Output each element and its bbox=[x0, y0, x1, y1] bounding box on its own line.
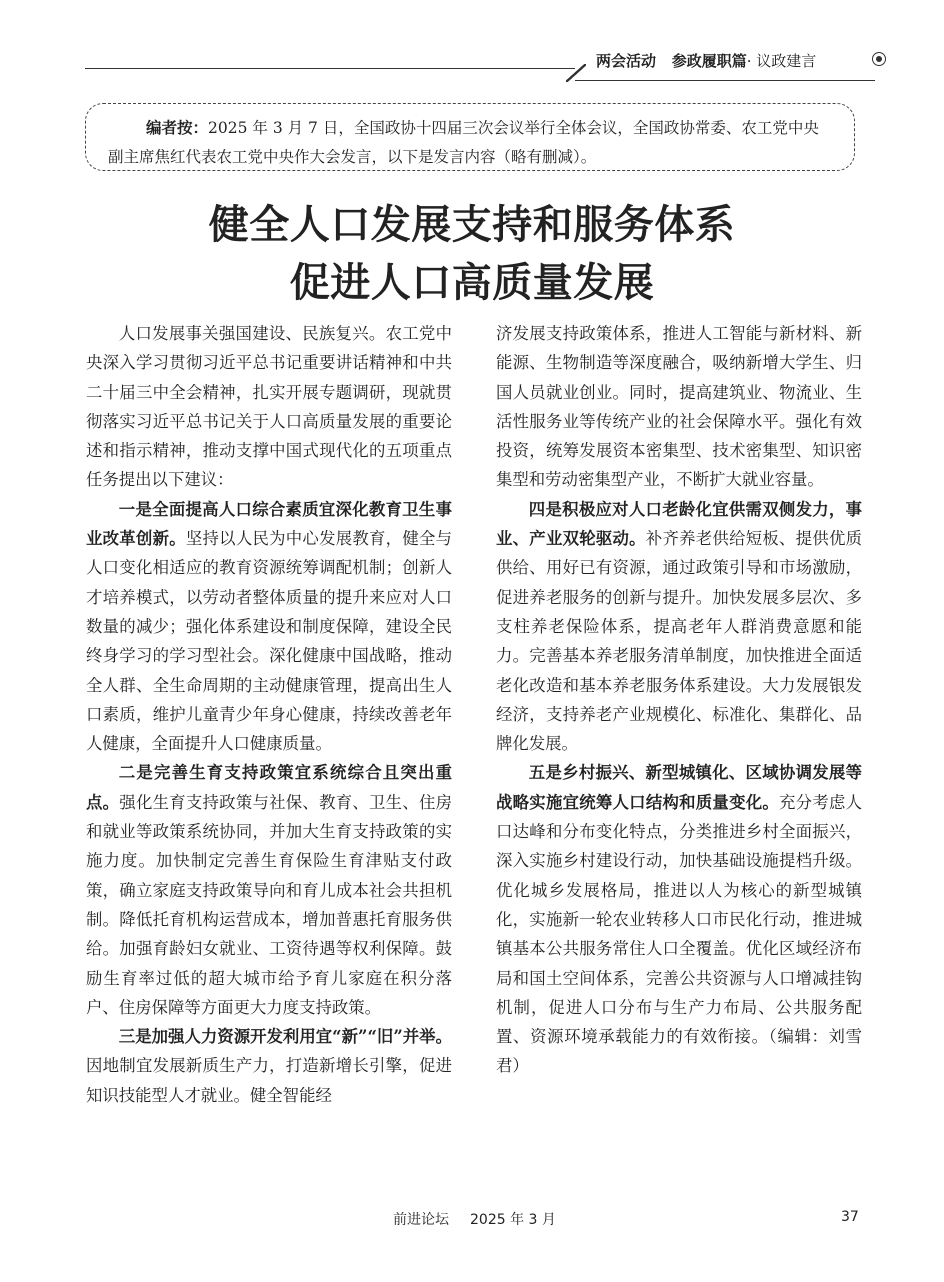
paragraph-3-heading: 三是加强人力资源开发利用宜“新”“旧”并举。 bbox=[118, 1027, 452, 1047]
editor-credit: （编辑：刘雪君） bbox=[496, 1027, 862, 1076]
footer-date: 2025 年 3 月 bbox=[470, 1212, 556, 1228]
page-number: 37 bbox=[841, 1209, 859, 1225]
paragraph-1-text: 坚持以人民为中心发展教育，健全与人口变化相适应的教育资源统筹调配机制；创新人才培养模式，以劳动者整体质量的提升来应对人口数量的减少；强化体系建设和制度保障，建设全民终身学习的学习型社会。深化健康中国战略，推动全人群、全生命周期的主动健康管理，提高出生人口素质，维护儿童青少年身心健康，持续改善老年人健康，全面提升人口健康质量。 bbox=[86, 529, 453, 754]
running-header bbox=[596, 50, 816, 71]
article-title-line1: 健全人口发展支持和服务体系 bbox=[208, 202, 736, 248]
paragraph-3 bbox=[86, 1022, 452, 1110]
paragraph-4-text: 补齐养老供给短板、提供优质供给、用好已有资源，通过政策引导和市场激励，促进养老服务的创新与提升。加快发展多层次、多支柱养老保险体系，提高老年人群消费意愿和能力。完善基本养老服务清单制度，加快推进全面适老化改造和基本养老服务体系建设。大力发展银发经济，支持养老产业规模化、标准化、集群化、品牌化发展。 bbox=[496, 529, 863, 754]
paragraph-4 bbox=[496, 495, 862, 759]
paragraph-3-text-a: 因地制宜发展新质生产力，打造新增长引擎，促进知识技能型人才就业。健全智能经 bbox=[86, 1056, 452, 1105]
editor-note-text: 2025 年 3 月 7 日，全国政协十四届三次会议举行全体会议，全国政协常委、农工党中央副主席焦红代表农工党中央作大会发言，以下是发言内容（略有删减）。 bbox=[108, 119, 819, 166]
paragraph-1 bbox=[86, 495, 452, 759]
body-column-left bbox=[86, 319, 452, 1110]
paragraph-2-text: 强化生育支持政策与社保、教育、卫生、住房和就业等政策系统协同，并加大生育支持政策的实施力度。加快制定完善生育保险生育津贴支付政策，确立家庭支持政策导向和育儿成本社会共担机制。降低托育机构运营成本，增加普惠托育服务供给。加强育龄妇女就业、工资待遇等权利保障。鼓励生育率过低的超大城市给予育儿家庭在积分落户、住房保障等方面更大力度支持政策。 bbox=[86, 792, 452, 1017]
paragraph-5-text: 充分考虑人口达峰和分布变化特点，分类推进乡村全面振兴，深入实施乡村建设行动，加快基础设施提档升级。优化城乡发展格局，推进以人为核心的新型城镇化，实施新一轮农业转移人口市民化行动，推进城镇基本公共服务常住人口全覆盖。优化区域经济布局和国土空间体系，完善公共资源与人口增减挂钩机制，促进人口分布与生产力布局、公共服务配置、资源环境承载能力的有效衔接。 bbox=[496, 792, 863, 1047]
target-circle-icon bbox=[872, 52, 886, 66]
paragraph-5 bbox=[496, 758, 862, 1080]
paragraph-4-heading: 四是积极应对人口老龄化宜供需双侧发力，事业、产业双轮驱动。 bbox=[496, 499, 862, 549]
paragraph-2-heading: 二是完善生育支持政策宜系统综合且突出重点。 bbox=[86, 763, 452, 812]
article-title-line2: 促进人口高质量发展 bbox=[289, 260, 655, 306]
editor-note-box bbox=[85, 103, 855, 171]
paragraph-2 bbox=[86, 758, 452, 1022]
paragraph-1-heading: 一是全面提高人口综合素质宜深化教育卫生事业改革创新。 bbox=[86, 499, 452, 549]
paragraph-3-continued: 济发展支持政策体系，推进人工智能与新材料、新能源、生物制造等深度融合，吸纳新增大学生、归国人员就业创业。同时，提高建筑业、物流业、生活性服务业等传统产业的社会保障水平。强化有效投资，统筹发展资本密集型、技术密集型、知识密集型和劳动密集型产业，不断扩大就业容量。 bbox=[496, 324, 862, 490]
intro-paragraph: 人口发展事关强国建设、民族复兴。农工党中央深入学习贯彻习近平总书记重要讲话精神和中共二十届三中全会精神，扎实开展专题调研，现就贯彻落实习近平总书记关于人口高质量发展的重要论述和指示精神，推动支撑中国式现代化的五项重点任务提出以下建议： bbox=[86, 324, 452, 490]
footer-magazine: 前进论坛 bbox=[393, 1212, 449, 1228]
header-column: 参政履职篇 bbox=[671, 52, 747, 70]
header-section: 两会活动 bbox=[596, 52, 657, 70]
header-rule-right bbox=[575, 80, 875, 81]
body-column-right bbox=[496, 319, 862, 1081]
paragraph-5-heading: 五是乡村振兴、新型城镇化、区域协调发展等战略实施宜统筹人口结构和质量变化。 bbox=[496, 763, 862, 812]
header-rule-left bbox=[85, 68, 575, 69]
header-subcolumn: · 议政建言 bbox=[746, 52, 817, 70]
editor-note-lead: 编者按： bbox=[146, 118, 209, 137]
